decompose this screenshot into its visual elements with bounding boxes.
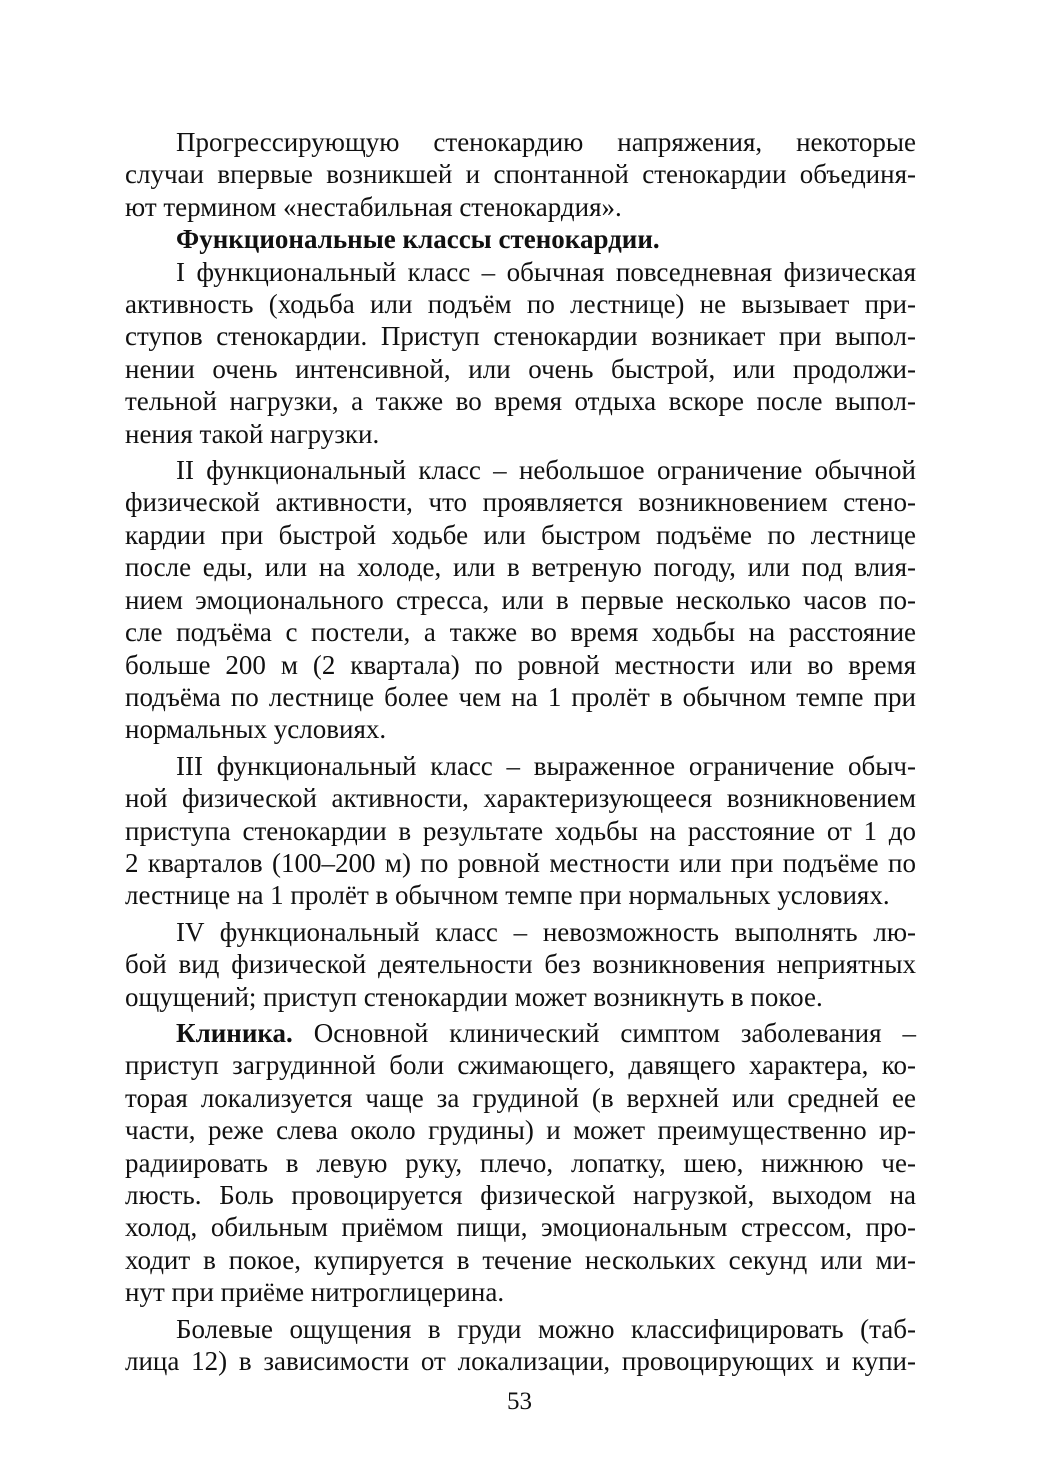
text-line: активность (ходьба или подъём по лестнице) не вызывает при-: [125, 289, 916, 320]
text-line: нием эмоционального стресса, или в первые несколько часов по-: [125, 584, 916, 615]
text-line: Болевые ощущения в груди можно классифицировать (таб-: [176, 1313, 916, 1344]
text-line: холод, обильным приёмом пищи, эмоциональным стрессом, про-: [125, 1212, 916, 1243]
text-line: ступов стенокардии. Приступ стенокардии возникает при выпол-: [125, 321, 916, 352]
text-line: ной физической активности, характеризующееся возникновением: [125, 783, 916, 814]
text-line: ходит в покое, купируется в течение нескольких секунд или ми-: [125, 1244, 916, 1275]
text-line: больше 200 м (2 квартала) по ровной местности или во время: [125, 649, 916, 680]
text-line: ют термином «нестабильная стенокардия».: [125, 191, 622, 222]
text-line: тельной нагрузки, а также во время отдыха вскоре после выпол-: [125, 386, 916, 417]
text-line: лица 12) в зависимости от локализации, провоцирующих и купи-: [125, 1346, 916, 1377]
text-line: I функциональный класс – обычная повседневная физическая: [176, 256, 916, 287]
text-line: кардии при быстрой ходьбе или быстром подъёме по лестнице: [125, 519, 916, 550]
text-line: III функциональный класс – выраженное ограничение обыч-: [176, 750, 916, 781]
text-line: случаи впервые возникшей и спонтанной стенокардии объединя-: [125, 159, 916, 190]
text-line: нения такой нагрузки.: [125, 418, 380, 449]
text-line: лестнице на 1 пролёт в обычном темпе при нормальных условиях.: [125, 880, 890, 911]
text-line: 2 кварталов (100–200 м) по ровной местности или при подъёме по: [125, 847, 916, 878]
text-line: нормальных условиях.: [125, 714, 387, 745]
text-line: торая локализуется чаще за грудиной (в верхней или средней ее: [125, 1082, 916, 1113]
paragraph-class-4: [125, 916, 916, 1013]
text-line: бой вид физической деятельности без возникновения неприятных: [125, 949, 916, 980]
text-line: приступа стенокардии в результате ходьбы на расстояние от 1 до: [125, 815, 916, 846]
clinic-lead: Клиника.: [176, 1017, 293, 1048]
paragraph-class-1: [125, 256, 916, 450]
paragraph-class-2: [125, 454, 916, 746]
page-number: 53: [507, 1388, 532, 1415]
text-line: физической активности, что проявляется возникновением стено-: [125, 487, 916, 518]
text-line: сле подъёма с постели, а также во время ходьбы на расстояние: [125, 617, 916, 648]
text-line: ощущений; приступ стенокардии может возникнуть в покое.: [125, 981, 823, 1012]
text-line: подъёма по лестнице более чем на 1 пролёт в обычном темпе при: [125, 681, 916, 712]
text-line: нут при приёме нитроглицерина.: [125, 1277, 505, 1308]
text-line: [125, 1017, 916, 1049]
paragraph-unstable-angina: [125, 126, 916, 223]
text-line: части, реже слева около грудины) и может преимущественно ир-: [125, 1115, 916, 1146]
text-line: II функциональный класс – небольшое ограничение обычной: [176, 455, 916, 486]
text-line: люсть. Боль провоцируется физической нагрузкой, выходом на: [125, 1180, 916, 1210]
section-heading: Функциональные классы стенокардии.: [176, 224, 660, 255]
clinic-first-line: Основной клинический симптом заболевания –: [313, 1017, 917, 1048]
text-line: Прогрессирующую стенокардию напряжения, некоторые: [176, 127, 916, 157]
paragraph-class-3: [125, 750, 916, 912]
text-line: IV функциональный класс – невозможность выполнять лю-: [176, 916, 916, 947]
text-line: нении очень интенсивной, или очень быстрой, или продолжи-: [125, 353, 916, 384]
text-line: после еды, или на холоде, или в ветреную погоду, или под влия-: [125, 552, 916, 583]
page-body: [125, 126, 916, 1377]
text-line: приступ загрудинной боли сжимающего, давящего характера, ко-: [125, 1050, 916, 1081]
paragraph-clinic: [125, 1017, 916, 1309]
paragraph-chest-pain: [125, 1313, 916, 1378]
text-line: радиировать в левую руку, плечо, лопатку, шею, нижнюю че-: [125, 1147, 916, 1178]
